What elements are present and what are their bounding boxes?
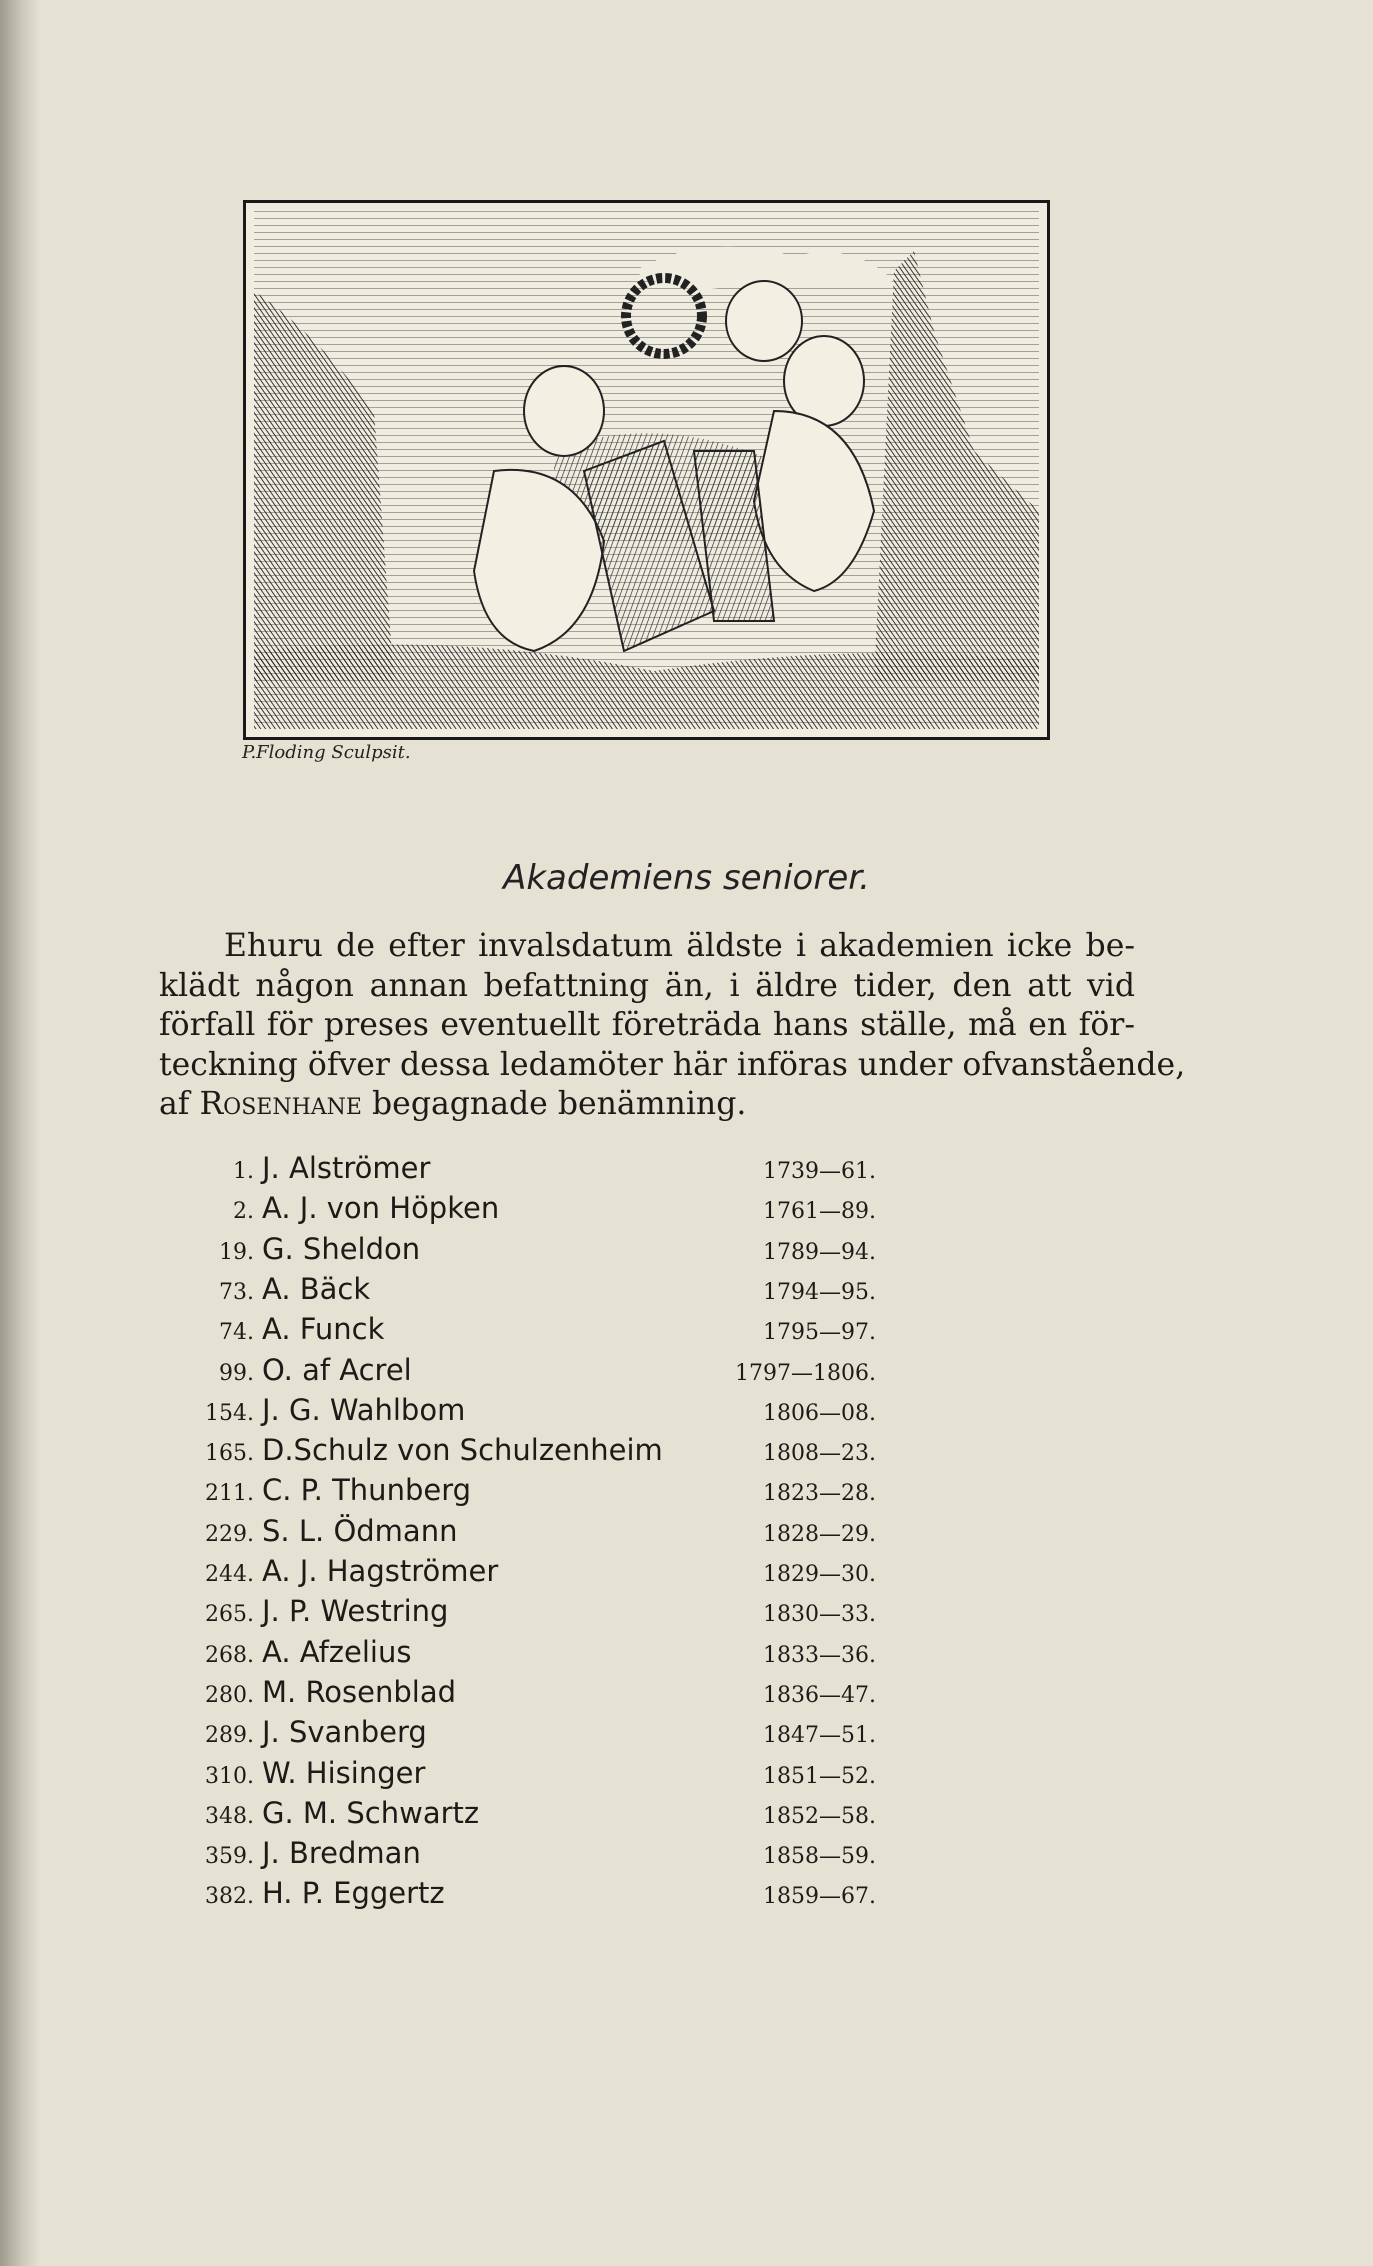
member-number: 382. bbox=[205, 1884, 254, 1910]
member-number: 19. bbox=[219, 1239, 254, 1265]
member-name: A. Bäck bbox=[262, 1271, 371, 1306]
member-number: 265. bbox=[205, 1602, 254, 1628]
paragraph-line: teckning öfver dessa ledamöter här införas under ofvanstående, bbox=[159, 1046, 1186, 1083]
tenure-years: 1852—58. bbox=[763, 1803, 876, 1829]
member-number: 268. bbox=[205, 1642, 254, 1668]
member-name: S. L. Ödmann bbox=[262, 1513, 458, 1548]
paragraph-text: af bbox=[159, 1086, 190, 1122]
section-heading: Akademiens seniorer. bbox=[503, 858, 870, 898]
member-name: J. Svanberg bbox=[262, 1715, 427, 1750]
member-number: 310. bbox=[205, 1763, 254, 1789]
senior-list-item bbox=[0, 1191, 1000, 1231]
member-name: J. Alströmer bbox=[262, 1151, 431, 1185]
paragraph-line bbox=[159, 1085, 1135, 1125]
page-edge-shadow bbox=[0, 0, 40, 2266]
member-number: 289. bbox=[205, 1723, 254, 1749]
tenure-years: 1829—30. bbox=[763, 1562, 876, 1587]
tenure-years: 1828—29. bbox=[763, 1521, 876, 1547]
member-number: 280. bbox=[205, 1682, 254, 1708]
tenure-years: 1847—51. bbox=[763, 1723, 876, 1749]
member-number: 211. bbox=[205, 1481, 254, 1507]
person-name-rosenhane: Rosenhane bbox=[199, 1086, 362, 1122]
member-number: 244. bbox=[205, 1562, 254, 1587]
senior-list-item bbox=[0, 1876, 1000, 1916]
tenure-years: 1830—33. bbox=[763, 1602, 876, 1628]
senior-list-item bbox=[0, 1635, 1000, 1675]
member-number: 359. bbox=[205, 1844, 254, 1870]
tenure-years: 1789—94. bbox=[763, 1239, 876, 1265]
senior-list-item bbox=[0, 1473, 1000, 1513]
paragraph-text: begagnade benämning. bbox=[372, 1086, 747, 1122]
paragraph-line: Ehuru de efter invalsdatum äldste i akademien icke be- bbox=[224, 928, 1135, 964]
member-number: 1. bbox=[233, 1159, 254, 1184]
senior-list-item bbox=[0, 1796, 1000, 1836]
tenure-years: 1823—28. bbox=[763, 1481, 876, 1507]
member-number: 154. bbox=[205, 1400, 254, 1426]
tenure-years: 1806—08. bbox=[763, 1400, 876, 1426]
member-number: 2. bbox=[233, 1199, 254, 1225]
senior-list-item bbox=[0, 1756, 1000, 1796]
senior-list-item bbox=[0, 1151, 1000, 1191]
tenure-years: 1797—1806. bbox=[735, 1360, 876, 1386]
senior-list-item bbox=[0, 1715, 1000, 1755]
member-name: O. af Acrel bbox=[262, 1352, 412, 1387]
senior-list-item bbox=[0, 1393, 1000, 1433]
tenure-years: 1739—61. bbox=[763, 1159, 876, 1184]
member-name: G. Sheldon bbox=[262, 1231, 421, 1266]
tenure-years: 1836—47. bbox=[763, 1682, 876, 1708]
member-number: 74. bbox=[219, 1320, 254, 1346]
tenure-years: 1851—52. bbox=[763, 1763, 876, 1789]
member-name: J. Bredman bbox=[262, 1836, 421, 1871]
member-name: J. P. Westring bbox=[262, 1594, 449, 1629]
member-name: A. Afzelius bbox=[262, 1634, 412, 1669]
member-name: C. P. Thunberg bbox=[262, 1473, 472, 1508]
member-name: A. J. von Höpken bbox=[262, 1191, 500, 1226]
member-number: 229. bbox=[205, 1521, 254, 1547]
member-number: 99. bbox=[219, 1360, 254, 1386]
member-name: A. J. Hagströmer bbox=[262, 1554, 499, 1588]
member-number: 348. bbox=[205, 1803, 254, 1829]
senior-list-item bbox=[0, 1554, 1000, 1594]
paragraph-line: förfall för preses eventuellt företräda hans ställe, må en för- bbox=[159, 1007, 1135, 1043]
tenure-years: 1833—36. bbox=[763, 1642, 876, 1668]
member-name: H. P. Eggertz bbox=[262, 1876, 445, 1911]
member-name: G. M. Schwartz bbox=[262, 1795, 480, 1830]
tenure-years: 1795—97. bbox=[763, 1320, 876, 1346]
member-name: W. Hisinger bbox=[262, 1755, 426, 1790]
member-number: 165. bbox=[205, 1441, 254, 1467]
tenure-years: 1761—89. bbox=[763, 1199, 876, 1225]
senior-list-item bbox=[0, 1272, 1000, 1312]
engraving-illustration bbox=[243, 200, 1050, 740]
senior-list-item bbox=[0, 1514, 1000, 1554]
member-name: M. Rosenblad bbox=[262, 1674, 457, 1709]
senior-list-item bbox=[0, 1836, 1000, 1876]
tenure-years: 1794—95. bbox=[763, 1279, 876, 1305]
tenure-years: 1808—23. bbox=[763, 1441, 876, 1467]
member-number: 73. bbox=[219, 1279, 254, 1305]
cherubs-with-wreath-engraving bbox=[254, 211, 1039, 729]
senior-list-item bbox=[0, 1433, 1000, 1473]
member-name: J. G. Wahlbom bbox=[262, 1392, 466, 1427]
tenure-years: 1858—59. bbox=[763, 1844, 876, 1870]
senior-list-item bbox=[0, 1675, 1000, 1715]
senior-list-item bbox=[0, 1312, 1000, 1352]
member-name: A. Funck bbox=[262, 1312, 385, 1347]
senior-list-item bbox=[0, 1232, 1000, 1272]
tenure-years: 1859—67. bbox=[763, 1884, 876, 1910]
paragraph-line: klädt någon annan befattning än, i äldre tider, den att vid bbox=[159, 967, 1135, 1004]
intro-paragraph bbox=[159, 927, 1186, 1125]
member-name: D.Schulz von Schulzenheim bbox=[262, 1433, 663, 1468]
engraver-signature: P.Floding Sculpsit. bbox=[242, 742, 411, 763]
senior-list-item bbox=[0, 1594, 1000, 1634]
senior-list-item bbox=[0, 1353, 1000, 1393]
